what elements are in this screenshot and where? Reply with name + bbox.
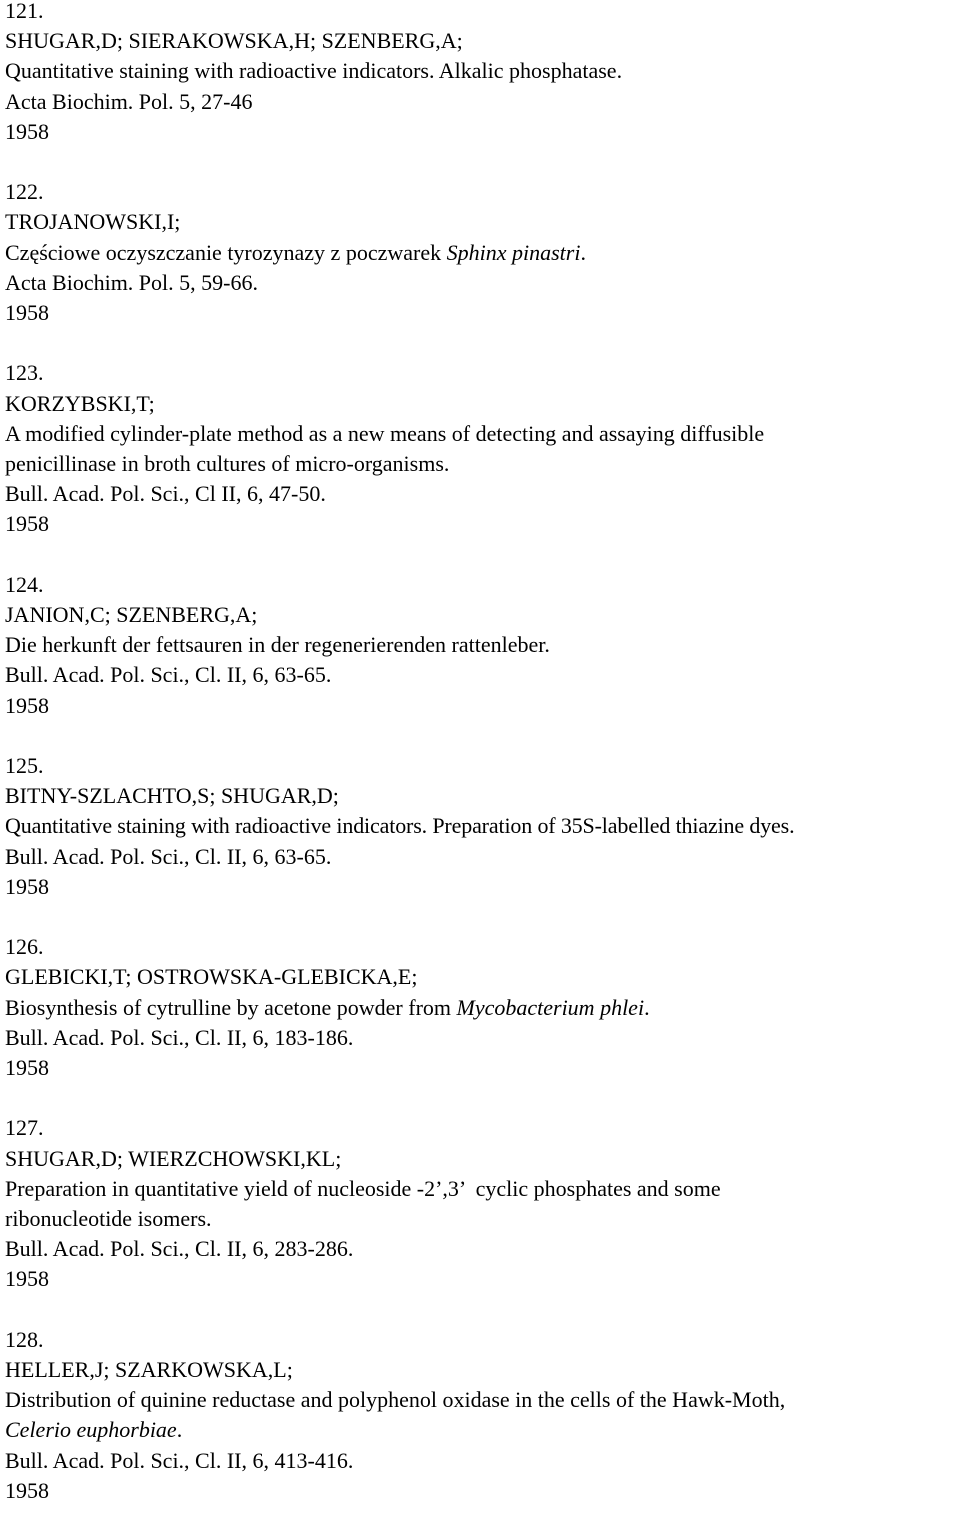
- entry-number: 125.: [5, 753, 44, 779]
- entry-title-end: .: [580, 239, 586, 265]
- entry-title: [5, 238, 960, 268]
- entry-title-line-1: A modified cylinder-plate method as a new means of detecting and assaying diffusible: [5, 420, 765, 446]
- entry-source: Bull. Acad. Pol. Sci., Cl II, 6, 47-50.: [5, 481, 326, 507]
- reference-entry-121: [5, 0, 960, 147]
- entry-authors: BITNY-SZLACHTO,S; SHUGAR,D;: [5, 783, 339, 809]
- entry-authors: TROJANOWSKI,I;: [5, 209, 181, 235]
- reference-entry-123: [5, 358, 960, 539]
- entry-year: 1958: [5, 1055, 49, 1081]
- entry-title-text: Częściowe oczyszczanie tyrozynazy z poczwarek: [5, 239, 447, 265]
- entry-title-species: Celerio euphorbiae: [5, 1417, 177, 1443]
- reference-entry-127: [5, 1113, 960, 1294]
- entry-number: 126.: [5, 934, 44, 960]
- bibliography-page: [5, 0, 960, 1536]
- entry-year: 1958: [5, 511, 49, 537]
- entry-source: Bull. Acad. Pol. Sci., Cl. II, 6, 283-286.: [5, 1236, 354, 1262]
- entry-number: 128.: [5, 1326, 44, 1352]
- entry-year: 1958: [5, 300, 49, 326]
- entry-title: [5, 993, 960, 1023]
- entry-title-line-2: penicillinase in broth cultures of micro-organisms.: [5, 451, 450, 477]
- reference-entry-125: [5, 751, 960, 902]
- entry-number: 127.: [5, 1115, 44, 1141]
- entry-title: Quantitative staining with radioactive indicators. Alkalic phosphatase.: [5, 58, 623, 84]
- entry-number: 124.: [5, 571, 44, 597]
- entry-authors: SHUGAR,D; SIERAKOWSKA,H; SZENBERG,A;: [5, 28, 463, 54]
- entry-title-end: .: [644, 994, 650, 1020]
- entry-number: 121.: [5, 0, 44, 23]
- reference-entry-122: [5, 177, 960, 328]
- entry-source: Acta Biochim. Pol. 5, 59-66.: [5, 269, 258, 295]
- entry-authors: KORZYBSKI,T;: [5, 390, 155, 416]
- entry-year: 1958: [5, 1266, 49, 1292]
- entry-title-line-1: Distribution of quinine reductase and polyphenol oxidase in the cells of the Hawk-Moth,: [5, 1387, 786, 1413]
- entry-authors: SHUGAR,D; WIERZCHOWSKI,KL;: [5, 1145, 342, 1171]
- entry-title-end: .: [176, 1417, 183, 1443]
- reference-entry-124: [5, 570, 960, 721]
- entry-title: Quantitative staining with radioactive indicators. Preparation of 35S-labelled thiazine dyes.: [5, 813, 795, 839]
- entry-authors: HELLER,J; SZARKOWSKA,L;: [5, 1357, 293, 1383]
- entry-year: 1958: [5, 118, 49, 144]
- entry-title: Die herkunft der fettsauren in der regenerierenden rattenleber.: [5, 632, 550, 658]
- entry-number: 122.: [5, 179, 44, 205]
- reference-entry-128: [5, 1325, 960, 1506]
- entry-title-species: Sphinx pinastri: [446, 239, 581, 265]
- entry-title-line-2: ribonucleotide isomers.: [5, 1206, 212, 1232]
- entry-year: 1958: [5, 692, 49, 718]
- entry-year: 1958: [5, 873, 49, 899]
- entry-authors: JANION,C; SZENBERG,A;: [5, 602, 258, 628]
- entry-source: Acta Biochim. Pol. 5, 27-46: [5, 88, 253, 114]
- entry-source: Bull. Acad. Pol. Sci., Cl. II, 6, 63-65.: [5, 843, 332, 869]
- entry-source: Bull. Acad. Pol. Sci., Cl. II, 6, 63-65.: [5, 662, 332, 688]
- entry-source: Bull. Acad. Pol. Sci., Cl. II, 6, 413-416.: [5, 1447, 354, 1473]
- entry-year: 1958: [5, 1477, 49, 1503]
- entry-authors: GLEBICKI,T; OSTROWSKA-GLEBICKA,E;: [5, 964, 418, 990]
- entry-title-line-1: Preparation in quantitative yield of nucleoside -2’,3’ cyclic phosphates and some: [5, 1175, 721, 1201]
- entry-title-species: Mycobacterium phlei: [456, 994, 645, 1020]
- entry-number: 123.: [5, 360, 44, 386]
- entry-title-text: Biosynthesis of cytrulline by acetone powder from: [5, 994, 457, 1020]
- reference-entry-126: [5, 932, 960, 1083]
- entry-source: Bull. Acad. Pol. Sci., Cl. II, 6, 183-186.: [5, 1024, 354, 1050]
- entry-title-line-2: [5, 1415, 960, 1445]
